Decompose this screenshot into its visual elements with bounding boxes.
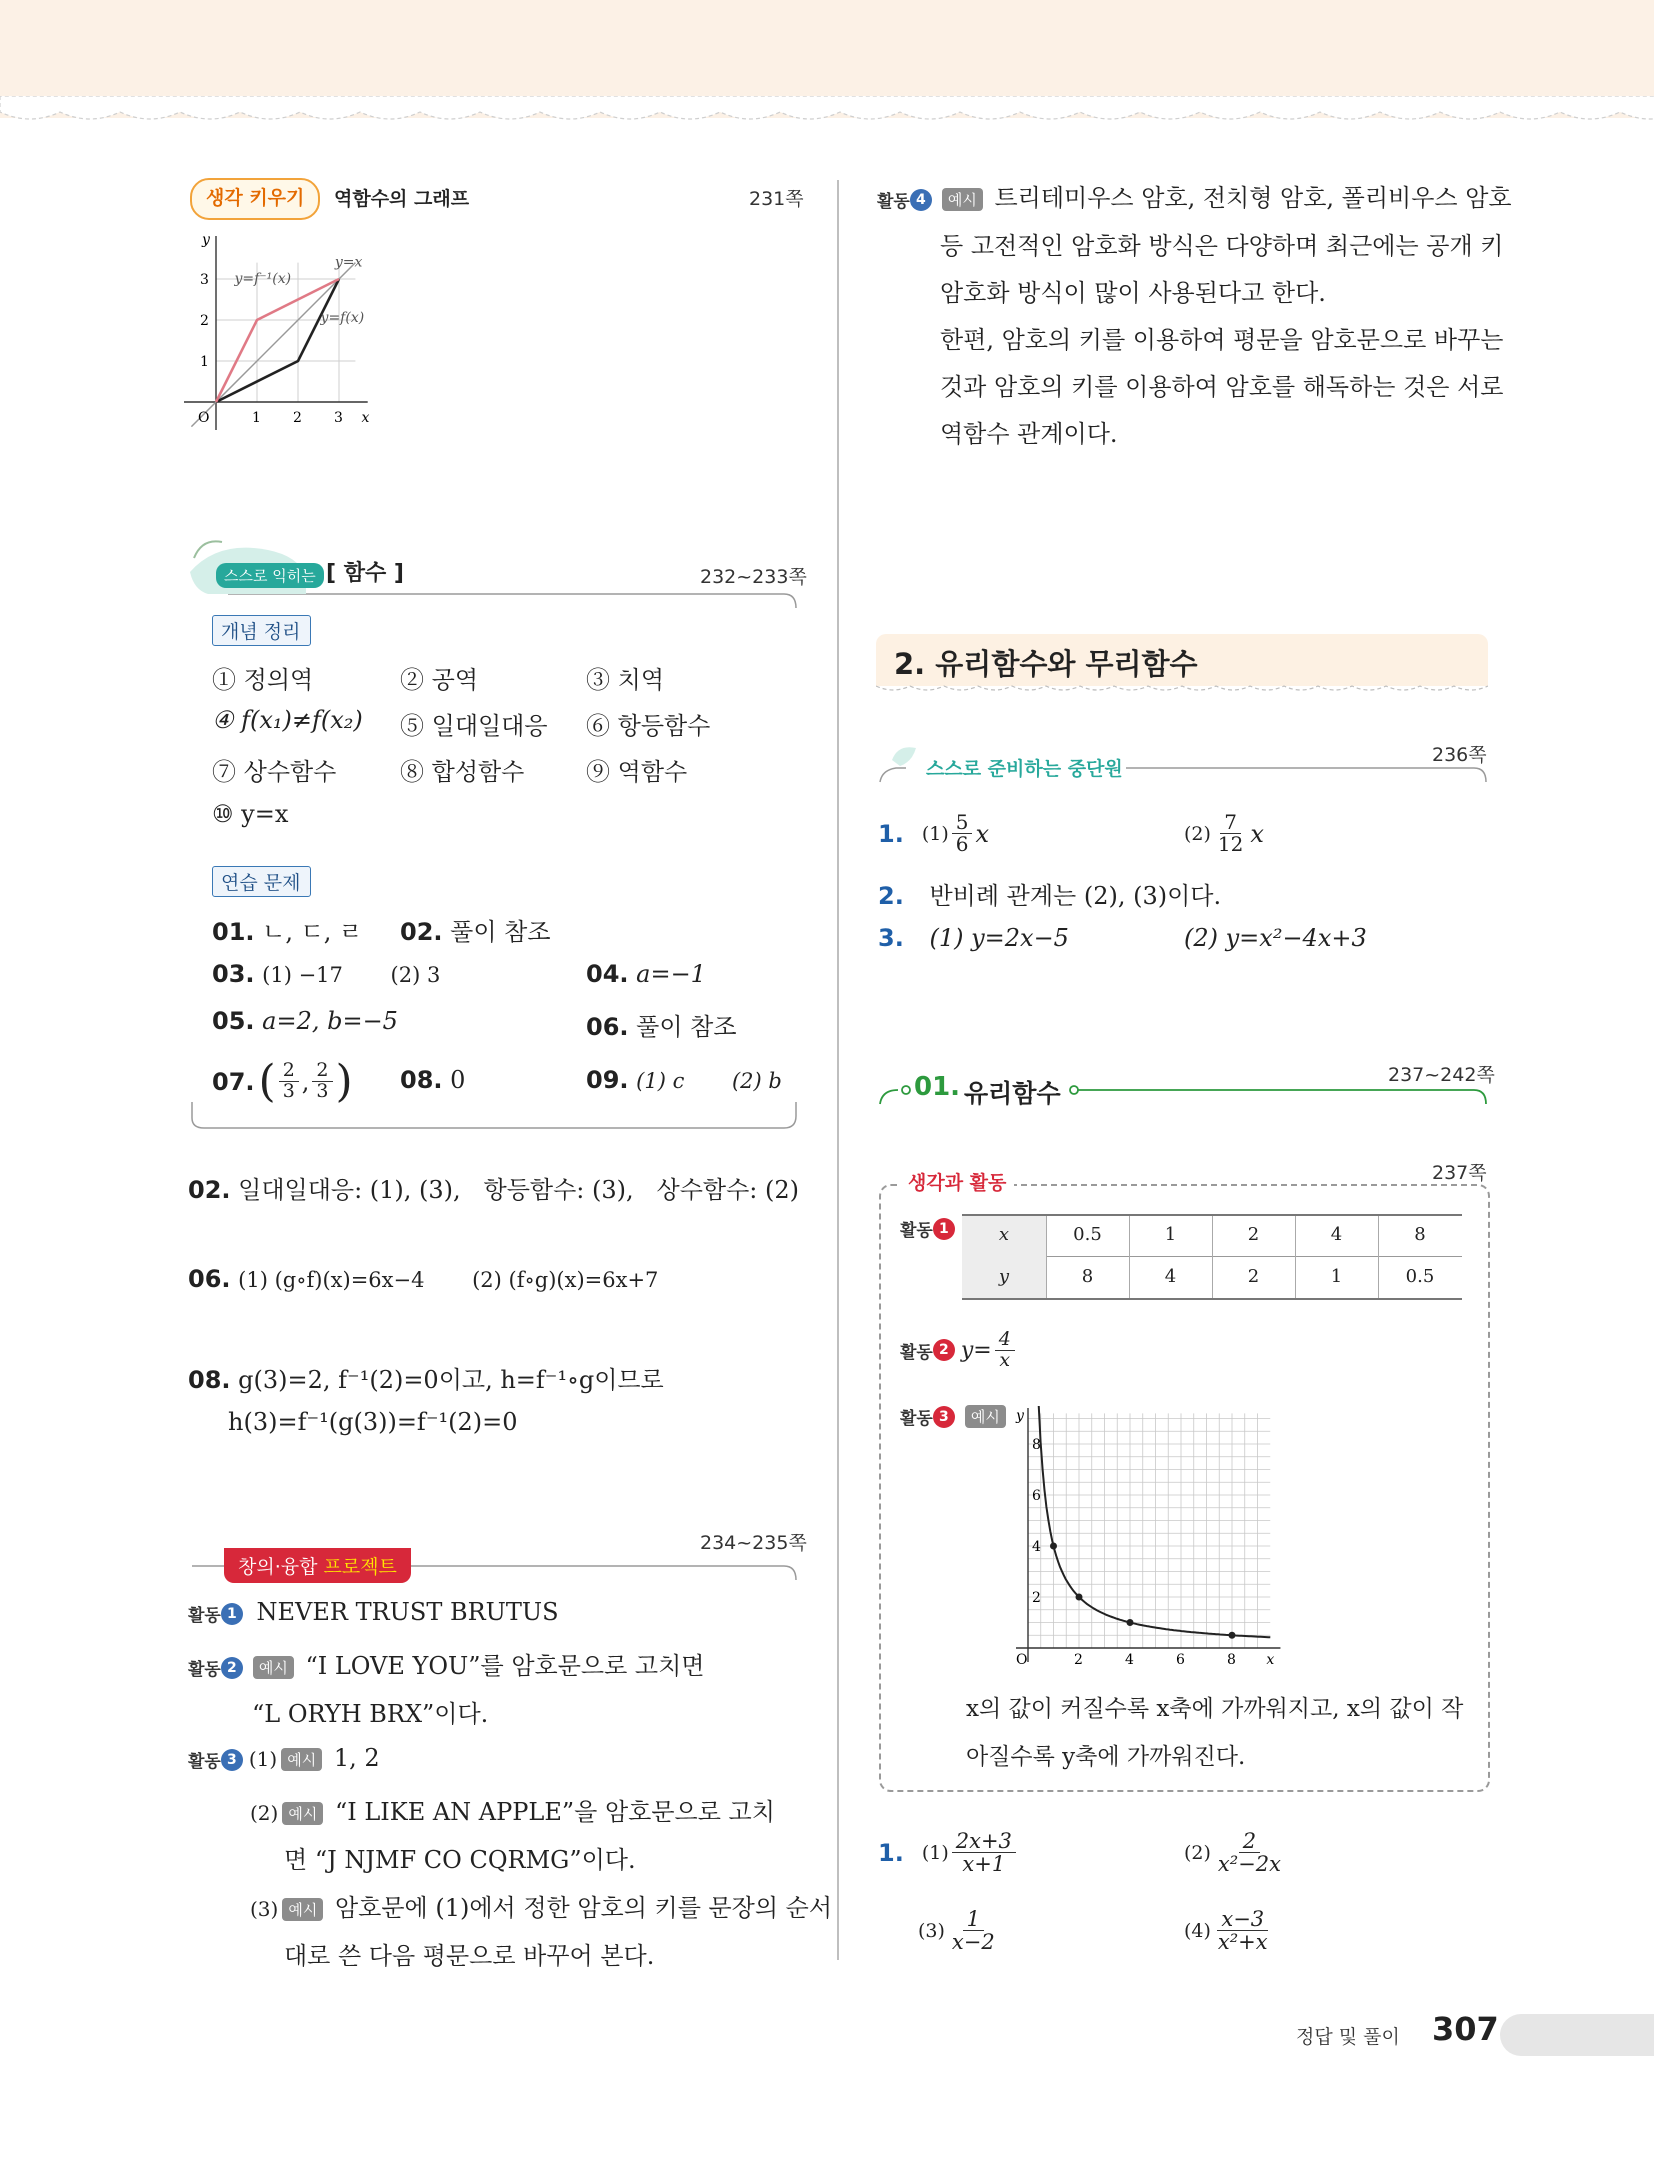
- prep-q1-2-var: x: [1250, 819, 1264, 848]
- answer-01-num: 01.: [212, 918, 255, 946]
- answer-05-num: 05.: [212, 1007, 255, 1035]
- answer-07-frac-2: [312, 1061, 332, 1102]
- answer-07-comma: ,: [301, 1067, 310, 1096]
- answer-07-frac-2-den: 3: [316, 1080, 329, 1102]
- data-point-4: [1229, 1632, 1236, 1639]
- prep-q1-2-frac-num: 7: [1220, 812, 1241, 834]
- answer-09: [586, 1066, 782, 1094]
- activity-act2-frac-den: x: [999, 1348, 1011, 1371]
- y-tick-2: 2: [200, 313, 209, 329]
- project-act3-1-label: (1): [248, 1747, 278, 1771]
- x2-tick-4: 4: [1125, 1652, 1134, 1668]
- solution-06-part2: (2) (f∘g)(x)=6x+7: [472, 1268, 659, 1292]
- activity-act3-num: 3: [933, 1406, 955, 1428]
- table-vline-3: [1212, 1216, 1213, 1298]
- exercise-p3-label: (3): [918, 1919, 945, 1942]
- concept-3: ③ 치역: [586, 666, 664, 694]
- project-page-ref: 234~235쪽: [700, 1532, 807, 1554]
- graph-x-axis-label: x: [361, 410, 370, 426]
- exercise-q1: [878, 1830, 1019, 1875]
- prep-q1-2-frac: [1214, 812, 1247, 855]
- activity-badge: 생각과 활동: [900, 1168, 1014, 1195]
- solution-06-part1: (1) (g∘f)(x)=6x−4: [238, 1268, 425, 1292]
- answer-09-part2: (2) b: [731, 1069, 782, 1093]
- prep-page-ref: 236쪽: [1432, 744, 1487, 766]
- concept-2: ② 공역: [400, 666, 478, 694]
- project-act3-label: 활동: [188, 1752, 221, 1772]
- act4-example: 예시: [942, 188, 983, 211]
- think-title: 역함수의 그래프: [334, 188, 470, 210]
- answer-04: [586, 960, 706, 988]
- y2-tick-8: 8: [1032, 1437, 1041, 1453]
- data-point-3: [1127, 1619, 1134, 1626]
- activity-act3: [900, 1404, 1010, 1429]
- x-tick-2: 2: [293, 410, 302, 426]
- prep-q1-1-label: (1): [921, 822, 949, 845]
- y2-tick-6: 6: [1032, 1488, 1041, 1504]
- exercise-q1-num: 1.: [878, 1838, 904, 1867]
- graph2-y-axis-label: y: [1016, 1408, 1024, 1424]
- activity-act1-label: 활동: [900, 1221, 933, 1241]
- review-title: [ 함수 ]: [326, 561, 404, 586]
- value-table: [962, 1214, 1462, 1300]
- answer-07-frac-1-den: 3: [282, 1080, 295, 1102]
- think-badge-label: 생각 키우기: [206, 187, 305, 209]
- project-act3-3-label: (3): [250, 1897, 279, 1921]
- project-act3-num: 3: [221, 1749, 243, 1771]
- label-function-f: y=f(x): [320, 310, 365, 327]
- activity-act2-y: y=: [960, 1337, 992, 1363]
- prep-q1-1-var: x: [975, 819, 990, 848]
- activity-act1: [900, 1216, 961, 1241]
- x-tick-3: 3: [334, 410, 343, 426]
- review-badge: 스스로 익히는: [216, 563, 324, 588]
- answer-07: [212, 1056, 353, 1107]
- concept-8: ⑧ 합성함수: [400, 758, 525, 786]
- answer-04-text: a=−1: [636, 960, 706, 988]
- exercise-p1-label: (1): [921, 1841, 949, 1864]
- prep-q1-2-label: (2): [1184, 822, 1211, 845]
- prep-q3-1: (1) y=2x−5: [929, 924, 1069, 952]
- table-x-4: 8: [1414, 1224, 1426, 1245]
- prep-q1-1-frac-num: 5: [952, 812, 973, 834]
- answer-09-num: 09.: [586, 1066, 629, 1094]
- graph-y-axis-label: y: [202, 232, 210, 248]
- y2-tick-4: 4: [1032, 1539, 1041, 1555]
- column-divider: [837, 180, 839, 1960]
- project-act3-3-text: 암호문에 (1)에서 정한 암호의 키를 문장의 순서: [334, 1894, 833, 1922]
- solution-06-num: 06.: [188, 1265, 231, 1293]
- project-badge: [224, 1548, 411, 1583]
- graph2-x-axis-label: x: [1266, 1652, 1275, 1668]
- exercise-p4-den: x²+x: [1217, 1930, 1268, 1955]
- table-x-0: 0.5: [1073, 1224, 1102, 1245]
- answer-08-text: 0: [450, 1066, 466, 1094]
- answer-07-num: 07.: [212, 1067, 255, 1096]
- answer-07-rparen: ): [335, 1056, 353, 1107]
- project-act1: [188, 1598, 559, 1626]
- prep-q1-1-frac: [952, 812, 973, 855]
- answer-03-part2: (2) 3: [390, 963, 441, 987]
- concept-6: ⑥ 항등함수: [586, 712, 711, 740]
- project-act3-3-line2: 대로 쓴 다음 평문으로 바꾸어 본다.: [284, 1942, 655, 1970]
- table-vline-2: [1129, 1216, 1130, 1298]
- table-y-2: 2: [1247, 1266, 1260, 1287]
- exercise-p3-den: x−2: [951, 1930, 995, 1955]
- table-y-0: 8: [1081, 1266, 1094, 1287]
- project-act2-example: 예시: [253, 1656, 294, 1679]
- prep-q2-num: 2.: [878, 882, 904, 910]
- project-act3-1-text: 1, 2: [333, 1744, 380, 1772]
- data-point-1: [1050, 1543, 1057, 1550]
- unit-title: 유리함수: [964, 1079, 1061, 1108]
- solution-08-line1: [188, 1360, 664, 1395]
- activity-act2-num: 2: [933, 1339, 955, 1361]
- table-x-1: 1: [1164, 1224, 1177, 1245]
- project-act1-num: 1: [221, 1603, 243, 1625]
- table-vline-5: [1378, 1216, 1379, 1298]
- exercise-p4: [1184, 1908, 1275, 1953]
- concept-1: ① 정의역: [212, 666, 314, 694]
- data-point-2: [1076, 1594, 1083, 1601]
- footer-tab: [1500, 2014, 1654, 2056]
- unit-number: 01.: [914, 1072, 961, 1102]
- table-y-4: 0.5: [1405, 1266, 1435, 1287]
- project-act1-text: NEVER TRUST BRUTUS: [256, 1598, 559, 1626]
- answer-07-lparen: (: [258, 1056, 276, 1107]
- project-act3-2: [250, 1792, 775, 1827]
- act4-line1: [877, 178, 1512, 213]
- project-act2: [188, 1646, 704, 1681]
- project-act2-num: 2: [221, 1657, 243, 1679]
- solution-02: [188, 1170, 799, 1205]
- table-y-label: y: [998, 1266, 1010, 1287]
- answer-09-part1: (1) c: [636, 1069, 685, 1093]
- answer-03-num: 03.: [212, 960, 255, 988]
- practice-tag: 연습 문제: [212, 866, 311, 897]
- act4-text-1: 트리테미우스 암호, 전치형 암호, 폴리비우스 암호: [994, 184, 1512, 212]
- prep-q3-2: (2) y=x²−4x+3: [1184, 924, 1367, 952]
- inverse-function-graph: [180, 230, 410, 440]
- answer-06-num: 06.: [586, 1013, 629, 1041]
- solution-06: [188, 1265, 658, 1293]
- exercise-p2: [1184, 1830, 1288, 1875]
- answer-06: [586, 1007, 737, 1042]
- section-title-wave: [876, 682, 1488, 694]
- exercise-p4-num: x−3: [1217, 1908, 1268, 1931]
- act4-line6: 역함수 관계이다.: [940, 420, 1118, 448]
- project-act3-2-example: 예시: [282, 1802, 323, 1825]
- exercise-p2-label: (2): [1184, 1841, 1211, 1864]
- answer-02: [400, 912, 551, 947]
- x2-tick-8: 8: [1227, 1652, 1236, 1668]
- answer-02-text: 풀이 참조: [450, 918, 551, 946]
- answer-07-frac-1: [279, 1061, 299, 1102]
- solution-08-num: 08.: [188, 1366, 231, 1394]
- concept-10: ⑩ y=x: [212, 800, 289, 828]
- exercise-p2-frac: [1214, 1830, 1285, 1875]
- table-bottom-rule: [962, 1298, 1462, 1300]
- answer-05-text: a=2, b=−5: [262, 1007, 398, 1035]
- answer-04-num: 04.: [586, 960, 629, 988]
- y-tick-3: 3: [200, 272, 209, 288]
- exercise-p2-den: x²−2x: [1217, 1852, 1281, 1877]
- activity-note-line1: x의 값이 커질수록 x축에 가까워지고, x의 값이 작: [966, 1696, 1464, 1722]
- project-act3: [188, 1744, 380, 1772]
- prep-q3-num: 3.: [878, 924, 904, 952]
- activity-act2-frac-num: 4: [995, 1330, 1015, 1351]
- concept-9: ⑨ 역함수: [586, 758, 688, 786]
- prep-badge: 스스로 준비하는 중단원: [926, 758, 1123, 780]
- project-act1-label: 활동: [188, 1606, 221, 1626]
- act4-line4: 한편, 암호의 키를 이용하여 평문을 암호문으로 바꾸는: [940, 326, 1504, 354]
- answer-03-part1: (1) −17: [262, 963, 343, 987]
- review-page-ref: 232~233쪽: [700, 566, 807, 588]
- answer-01-text: ㄴ, ㄷ, ㄹ: [262, 918, 363, 946]
- prep-q1-2-frac-den: 12: [1217, 832, 1244, 856]
- answer-02-num: 02.: [400, 918, 443, 946]
- exercise-p4-label: (4): [1184, 1919, 1211, 1942]
- prep-q2: [878, 876, 1221, 911]
- solution-02-text: 일대일대응: (1), (3), 항등함수: (3), 상수함수: (2): [238, 1176, 799, 1204]
- project-act2-line1: “I LOVE YOU”를 암호문으로 고치면: [305, 1652, 705, 1680]
- project-act3-3: [250, 1888, 832, 1923]
- table-x-label: x: [998, 1224, 1010, 1245]
- activity-page-ref: 237쪽: [1432, 1162, 1487, 1184]
- exercise-p2-num: 2: [1239, 1830, 1260, 1853]
- table-x-3: 4: [1330, 1224, 1343, 1245]
- label-inverse-function: y=f⁻¹(x): [234, 271, 292, 288]
- page-number: 307: [1432, 2010, 1499, 2048]
- answer-06-text: 풀이 참조: [636, 1013, 737, 1041]
- concept-5: ⑤ 일대일대응: [400, 712, 548, 740]
- concept-7: ⑦ 상수함수: [212, 758, 337, 786]
- answer-05: [212, 1007, 398, 1035]
- prep-q1-2: [1184, 812, 1264, 855]
- top-wave-edge: [0, 96, 1654, 136]
- graph-origin-label: O: [198, 410, 210, 426]
- project-act3-1-example: 예시: [281, 1748, 322, 1771]
- label-y-equals-x: y=x: [334, 254, 363, 271]
- table-y-3: 1: [1330, 1266, 1343, 1287]
- section-title: 2. 유리함수와 무리함수: [894, 647, 1198, 681]
- concept-tag: 개념 정리: [212, 615, 311, 646]
- project-badge-b: 프로젝트: [323, 1556, 397, 1578]
- project-act2-label: 활동: [188, 1660, 221, 1680]
- x2-tick-2: 2: [1074, 1652, 1083, 1668]
- project-act2-line2: “L ORYH BRX”이다.: [252, 1700, 489, 1728]
- x-tick-1: 1: [252, 410, 261, 426]
- project-act3-2-text: “I LIKE AN APPLE”을 암호문으로 고치: [334, 1798, 775, 1826]
- activity-note-line2: 아질수록 y축에 가까워진다.: [966, 1744, 1246, 1770]
- exercise-p3-frac: [948, 1908, 999, 1953]
- project-act3-2-line2: 면 “J NJMF CO CQRMG”이다.: [284, 1846, 636, 1874]
- reciprocal-graph: [1012, 1406, 1290, 1682]
- act4-line5: 것과 암호의 키를 이용하여 암호를 해독하는 것은 서로: [940, 373, 1504, 401]
- exercise-p1-num: 2x+3: [952, 1830, 1016, 1853]
- prep-q3: [878, 924, 1069, 952]
- activity-act2-frac: [995, 1330, 1015, 1371]
- project-act3-2-label: (2): [250, 1801, 279, 1825]
- prep-q1-num: 1.: [878, 819, 904, 848]
- table-vline-1: [1046, 1216, 1047, 1298]
- act4-label: 활동: [877, 192, 910, 212]
- footer-label: 정답 및 풀이: [1296, 2026, 1400, 2048]
- exercise-p3-num: 1: [963, 1908, 984, 1931]
- answer-01: [212, 912, 362, 947]
- y2-tick-2: 2: [1032, 1590, 1041, 1606]
- project-badge-a: 창의·융합: [238, 1556, 324, 1578]
- answer-07-frac-2-num: 2: [312, 1061, 332, 1082]
- exercise-p3: [918, 1908, 1002, 1953]
- table-vline-4: [1295, 1216, 1296, 1298]
- x2-tick-6: 6: [1176, 1652, 1185, 1668]
- table-y-1: 4: [1164, 1266, 1177, 1287]
- act4-num: 4: [910, 189, 932, 211]
- activity-act3-example: 예시: [965, 1405, 1006, 1428]
- activity-act2: [900, 1330, 1018, 1371]
- exercise-p4-frac: [1214, 1908, 1272, 1953]
- think-badge: [190, 178, 320, 220]
- unit-page-ref: 237~242쪽: [1388, 1064, 1495, 1086]
- answer-03: [212, 960, 440, 988]
- concept-4: ④ f(x₁)≠f(x₂): [212, 706, 363, 734]
- answer-07-frac-1-num: 2: [279, 1061, 299, 1082]
- solution-08-text1: g(3)=2, f⁻¹(2)=0이고, h=f⁻¹∘g이므로: [238, 1366, 664, 1394]
- answer-08-num: 08.: [400, 1066, 443, 1094]
- y-tick-1: 1: [200, 354, 209, 370]
- think-page-ref: 231쪽: [749, 188, 804, 210]
- table-x-2: 2: [1247, 1224, 1260, 1245]
- project-act3-3-example: 예시: [282, 1898, 323, 1921]
- activity-act2-label: 활동: [900, 1342, 933, 1363]
- answer-08: [400, 1066, 465, 1094]
- exercise-p1-den: x+1: [962, 1852, 1006, 1877]
- prep-q2-text: 반비례 관계는 (2), (3)이다.: [929, 882, 1222, 910]
- activity-act1-num: 1: [933, 1218, 955, 1240]
- act4-line3: 암호화 방식이 많이 사용된다고 한다.: [940, 279, 1326, 307]
- prep-q1: [878, 812, 989, 855]
- prep-q1-1-frac-den: 6: [955, 832, 969, 856]
- activity-act3-label: 활동: [900, 1409, 933, 1429]
- solution-08-line2: h(3)=f⁻¹(g(3))=f⁻¹(2)=0: [228, 1408, 518, 1436]
- solution-02-num: 02.: [188, 1176, 231, 1204]
- exercise-p1-frac: [952, 1830, 1016, 1875]
- graph2-origin-label: O: [1016, 1652, 1028, 1668]
- act4-line2: 등 고전적인 암호화 방식은 다양하며 최근에는 공개 키: [940, 232, 1504, 260]
